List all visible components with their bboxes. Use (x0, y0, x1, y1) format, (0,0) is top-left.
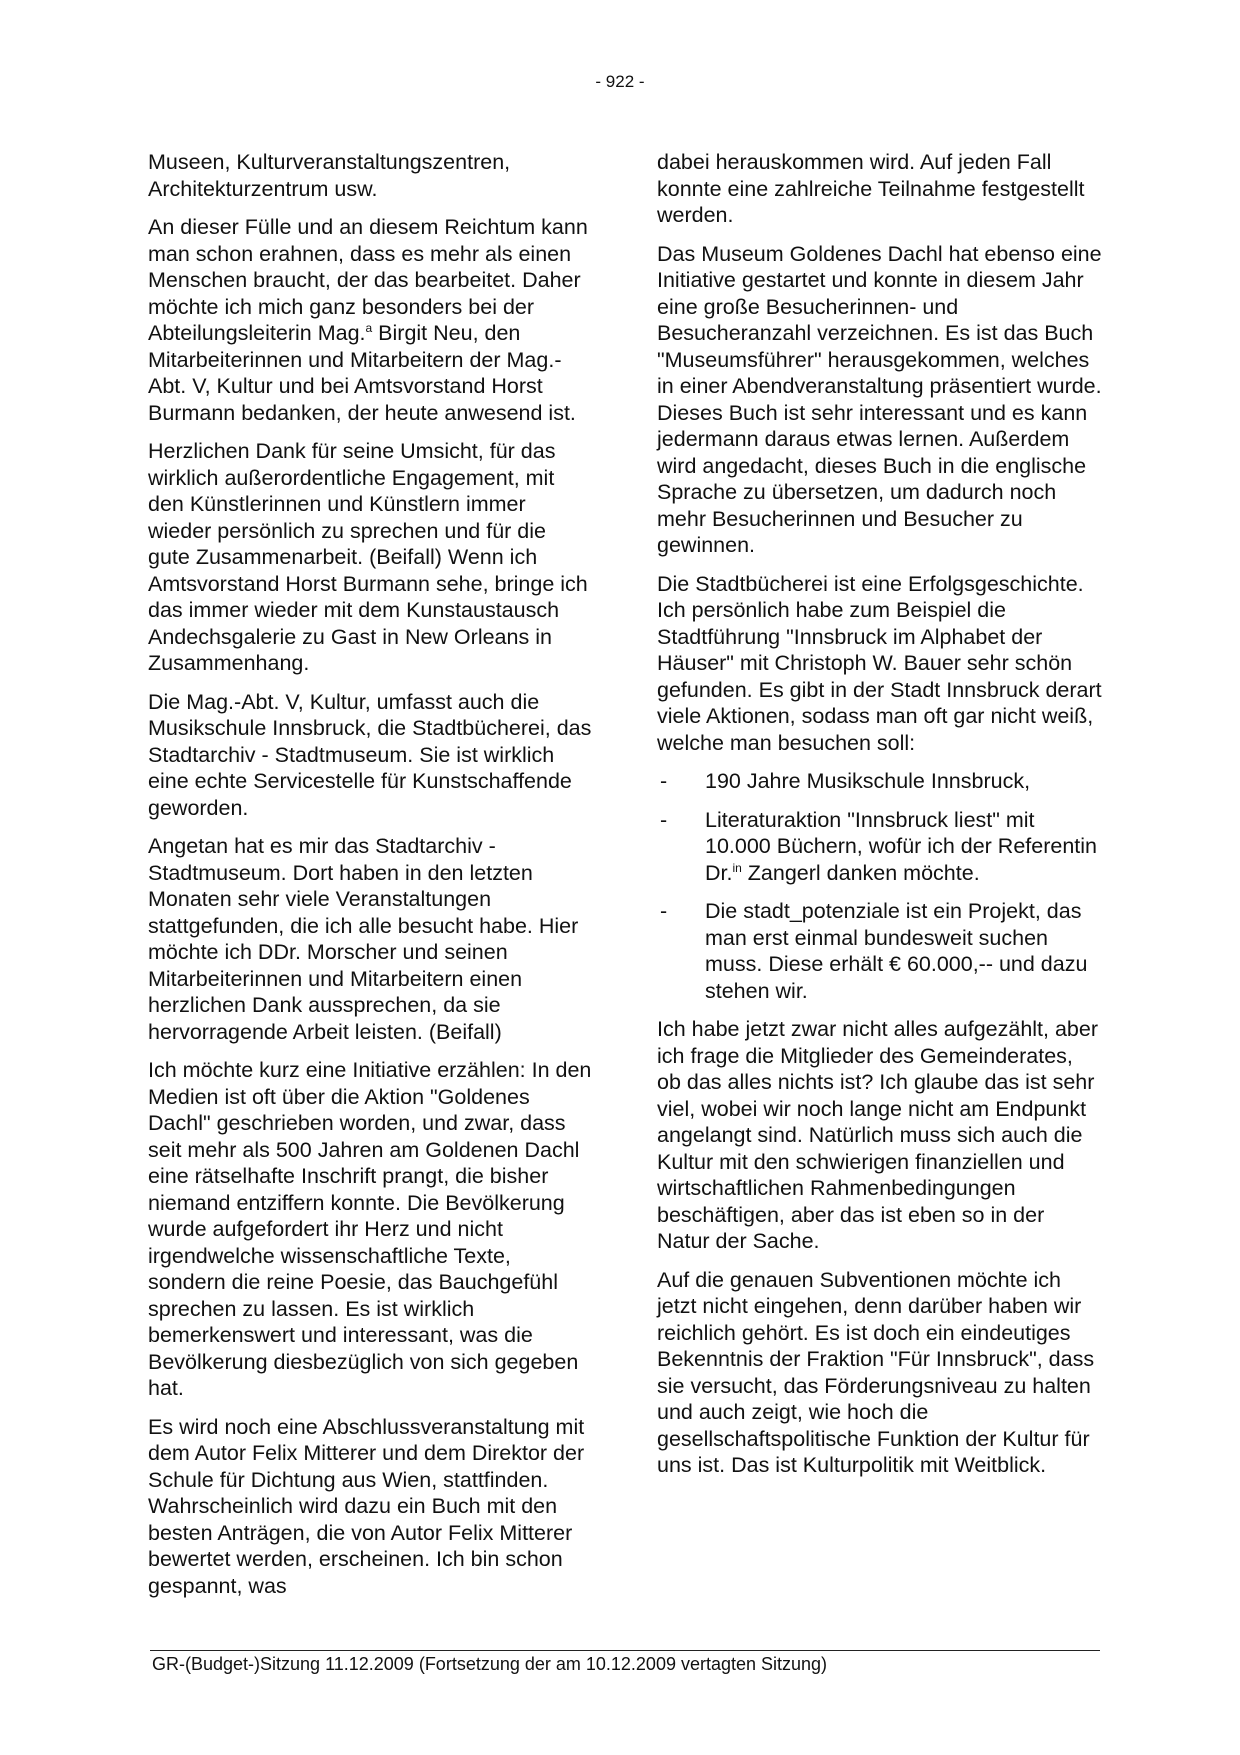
list-item-text: 190 Jahre Musikschule Innsbruck, (705, 769, 1031, 793)
paragraph-text: An dieser Fülle und an diesem Reichtum kann man schon erahnen, dass es mehr als einen Menschen braucht, der das bearbeitet. Daher möchte ich mich ganz besonders bei der Abteilungsleiterin Mag. (148, 215, 588, 345)
footer-divider (150, 1650, 1100, 1651)
paragraph: Angetan hat es mir das Stadtarchiv - Stadtmuseum. Dort haben in den letzten Monaten sehr viele Veranstaltungen stattgefunden, die ich alle besucht habe. Hier möchte ich DDr. Morscher und seinen Mitarbeiterinnen und Mitarbeitern einen herzlichen Dank aussprechen, da sie hervorragende Arbeit leisten. (Beifall) (148, 834, 579, 1044)
paragraph: dabei herauskommen wird. Auf jeden Fall konnte eine zahlreiche Teilnahme festgestellt werden. (657, 150, 1085, 227)
paragraph: Die Mag.-Abt. V, Kultur, umfasst auch die Musikschule Innsbruck, die Stadtbücherei, das Stadtarchiv - Stadtmuseum. Sie ist wirklich eine echte Servicestelle für Kunstschaffende geworden. (148, 689, 592, 820)
superscript: a (365, 320, 373, 335)
list-dash: - (660, 769, 668, 793)
paragraph-text: Birgit Neu, den Mitarbeiterinnen und Mitarbeitern der Mag.-Abt. V, Kultur und bei Amtsvorstand Horst Burmann bedanken, der heute anwesend ist. (148, 321, 576, 425)
list-item-text: Literaturaktion "Innsbruck liest" mit 10.000 Büchern, wofür ich der Referentin Dr. (705, 807, 1098, 885)
superscript: in (732, 860, 742, 875)
paragraph: Museen, Kulturveranstaltungszentren, Architekturzentrum usw. (148, 150, 511, 201)
paragraph: Herzlichen Dank für seine Umsicht, für das wirklich außerordentliche Engagement, mit den Künstlerinnen und Künstlern immer wieder persönlich zu sprechen und für die gute Zusammenarbeit. (Beifall) Wenn ich Amtsvorstand Horst Burmann sehe, bringe ich das immer wieder mit dem Kunstaustausch Andechsgalerie zu Gast in New Orleans in Zusammenhang. (148, 439, 588, 675)
paragraph: Es wird noch eine Abschlussveranstaltung mit dem Autor Felix Mitterer und dem Direktor der Schule für Dichtung aus Wien, stattfinden. Wahrscheinlich wird dazu ein Buch mit den besten Anträgen, die von Autor Felix Mitterer bewertet werden, erscheinen. Ich bin schon gespannt, was (148, 1414, 585, 1598)
list-item (657, 807, 1102, 887)
paragraph: Ich möchte kurz eine Initiative erzählen: In den Medien ist oft über die Aktion "Goldenes Dachl" geschrieben worden, und zwar, dass seit mehr als 500 Jahren am Goldenen Dachl eine rätselhafte Inschrift prangt, die bisher niemand entziffern konnte. Die Bevölkerung wurde aufgefordert ihr Herz und nicht irgendwelche wissenschaftliche Texte, sondern die reine Poesie, das Bauchgefühl sprechen zu lassen. Es ist wirklich bemerkenswert und interessant, was die Bevölkerung diesbezüglich von sich gegeben hat. (148, 1058, 592, 1400)
paragraph: Ich habe jetzt zwar nicht alles aufgezählt, aber ich frage die Mitglieder des Gemeinderates, ob das alles nichts ist? Ich glaube das ist sehr viel, wobei wir noch lange nicht am Endpunkt angelangt sind. Natürlich muss sich auch die Kultur mit den schwierigen finanziellen und wirtschaftlichen Rahmenbedingungen beschäftigen, aber das ist eben so in der Natur der Sache. (657, 1017, 1099, 1253)
list-item (657, 898, 1102, 1004)
activity-list (657, 768, 1102, 1004)
right-column (657, 149, 1102, 1491)
paragraph: Auf die genauen Subventionen möchte ich jetzt nicht eingehen, denn darüber haben wir reichlich gehört. Es ist doch ein eindeutiges Bekenntnis der Fraktion "Für Innsbruck", dass sie versucht, das Förderungsniveau zu halten und auch zeigt, wie hoch die gesellschaftspolitische Funktion der Kultur für uns ist. Das ist Kulturpolitik mit Weitblick. (657, 1267, 1095, 1477)
list-dash: - (660, 899, 668, 923)
footer-text: GR-(Budget-)Sitzung 11.12.2009 (Fortsetzung der am 10.12.2009 vertagten Sitzung) (152, 1654, 828, 1674)
paragraph: Das Museum Goldenes Dachl hat ebenso eine Initiative gestartet und konnte in diesem Jahr eine große Besucherinnen- und Besucheranzahl verzeichnen. Es ist das Buch "Museumsführer" herausgekommen, welches in einer Abendveranstaltung präsentiert wurde. Dieses Buch ist sehr interessant und es kann jedermann daraus etwas lernen. Außerdem wird angedacht, dieses Buch in die englische Sprache zu übersetzen, um dadurch noch mehr Besucherinnen und Besucher zu gewinnen. (657, 241, 1102, 557)
paragraph: Die Stadtbücherei ist eine Erfolgsgeschichte. Ich persönlich habe zum Beispiel die Stadtführung "Innsbruck im Alphabet der Häuser" mit Christoph W. Bauer sehr schön gefunden. Es gibt in der Stadt Innsbruck derart viele Aktionen, sodass man oft gar nicht weiß, welche man besuchen soll: (657, 571, 1102, 755)
page-number: - 922 - (595, 72, 645, 91)
paragraph (148, 214, 593, 426)
list-item-text: Zangerl danken möchte. (741, 860, 980, 885)
list-item (657, 768, 1102, 795)
left-column (148, 149, 593, 1611)
list-item-text: Die stadt_potenziale ist ein Projekt, das man erst einmal bundesweit suchen muss. Diese erhält € 60.000,-- und dazu stehen wir. (705, 899, 1088, 1003)
list-dash: - (660, 807, 668, 832)
